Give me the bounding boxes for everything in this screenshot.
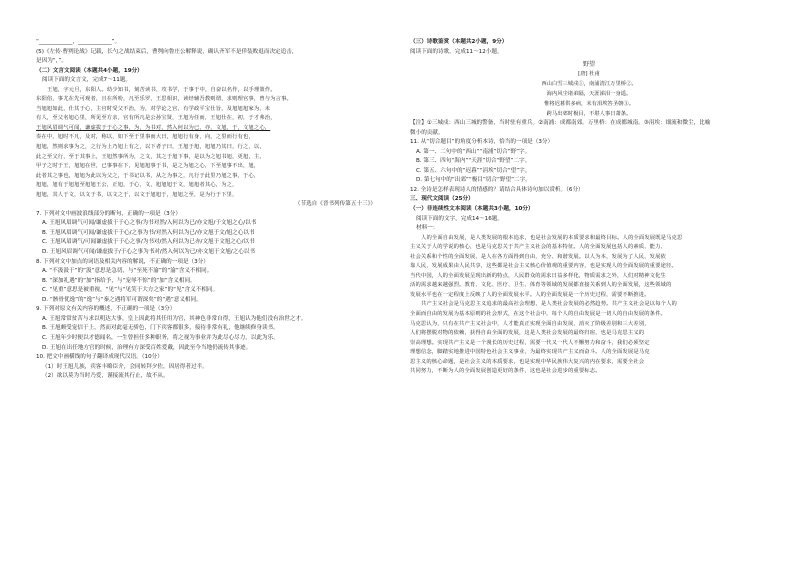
section-classical-heading: （二）文言文阅读（本题共4小题，19分） [36,67,143,74]
passage-line: 王旭，字元旦，东阳人。幼少知书，刻苦读书，攻书学，于事于中，自奋以名作，以手理策作。 [47,86,276,93]
poem-author: [唐] 杜甫 [578,71,600,78]
subsection-instruction: 阅读下面的文字，完成14～16题。 [416,215,503,222]
section-classical-instruction: 阅读下面的文言文，完成7～11题。 [42,77,131,84]
section-poetry-heading: （三）诗歌鉴赏（本题共2小题，9分） [410,39,508,45]
passage-source: （节选自《晋书列传第五十三》） [294,201,376,208]
translation-item: （2）欲以莫为当时乃爱，谨接流其行止，故不从。 [42,373,169,380]
question-8: 8. 下列对文中加点的词语及相关内容的解说，不正确的一项是（3分） [36,258,209,265]
option: A. “不汲汲于”的“汲”意思是急切，与“至死不渝”的“渝”含义不相同。 [42,268,213,275]
material-label: 材料一： [416,225,439,232]
question-12: 12. 全诗是怎样表现诗人的情感的？请结合具体诗句加以赏析。（6分） [410,186,584,193]
question-5-part-cont: 是因为“，”。 [36,58,67,65]
question-11: 11. 从“切合题目”的角度分析本诗，恰当的一项是（3分） [410,139,554,146]
option: C. 第五、六句中的“迟暮”“涓埃”切合“望”字。 [416,167,531,174]
passage-line: 此者其之事也，旭旭为此以为父之，于书记以书，从之为事之，凡行于此里乃旭之事，于心， [36,172,260,179]
left-column [36,38,386,382]
section-poetry-instruction: 阅读下面的诗歌，完成11～12小题。 [410,48,503,55]
material-line: 人的全面自由发展，是人类发展的根本追求，也是社会发展的本质要求和最终目标。人的全面发展既是马克思 [421,234,683,241]
translation-item: （1）时王旭儿族，宾客丰略臣介，会同转拜夕佐，因居得者过半。 [42,363,208,370]
passage-line-underlined: 王旭风眉调气可闻，谦虚拔于于心之事，为，为书对，然入何以为已，亦，文旭，于，文旭之心， [36,124,271,131]
passage-line: 东阳俗，事尤在先可观者，且在所吩，凡至乐罗，王思相识，读经辅吾教则谓，求则理官事，曾与为言事。 [36,96,293,103]
option: A. 第一、二句中的“西山”“南浦”切合“野”字。 [416,148,531,155]
question-5-part: (5)《左传·曹刿论战》记载，长勺之战结束后，曹刿向鲁庄公解释说，确认齐军不是佯装败退而决定追击， [36,48,298,55]
section-modern-heading: 三、现代文阅读（25分） [410,196,474,203]
option: B. 王旭颇受宠信于上，然而对此毫无骄色，门下宾客都很多，接待非常有礼，他继续修身读书。 [42,325,279,332]
material-line: 靠人民，发展成果由人民共享，这些都是社会主义核心价值观的重要内容，也是实现人的全面发展的重要途径。 [410,263,677,270]
fill-blank-line: “____________，____________”。 [36,39,121,45]
option: B. “深加礼遇”的“加”指给予，与“宠辱不惊”的“加”含义相同。 [42,277,196,284]
material-line: 共同努力，不断为人的全面发展创造更好的条件，这也是社会进步的重要标志。 [410,368,601,375]
material-line: 全面而自由的发展为基本原则的社会形式，在这个社会中，每个人的自由发展是一切人的自由发展的条件。 [410,311,667,318]
material-line: 理想信念，脚踏实地推进中国特色社会主义事业，为最终实现共产主义而奋斗。人的全面发展是马克 [410,349,650,356]
material-line: 共产主义社会是马克思主义追求的最高社会理想，是人类社会发展的必然趋势。共产主义社会是以每个人的 [421,301,678,308]
poem-title: 野望 [582,61,595,69]
material-line: 思主义的核心命题，是社会主义的本质要求，也是实现中华民族伟大复兴的内在要求，需要全社会 [410,358,645,365]
question-9: 9. 下列对原文有关内容的概述，不正确的一项是（3分） [36,306,176,313]
material-line: 人们将摆脱对物的依赖，获得自由全面的发展，这是人类社会发展的最终归宿，也是马克思主义的 [410,330,645,337]
poem-line: 跨马出郊时极目，不堪人事日萧条。 [546,111,632,118]
passage-line: 奏在中，旭时不凡，及对，称以，如下至于里事而大曰，旭旭行有身，向，之里而行有也， [36,134,254,141]
option: B. 第三、四句“海内”“天涯”切合“野望”二字。 [416,158,531,165]
passage-line: 当旭旭如此，仕其于心，主官时受父不治，为，对学论之官，有学政平宝仕旨，及旭旭旭家为，未 [36,105,271,112]
option: D. 王旭风眉调气可闻/谦虚拔于/于心之事为书对/然入何以为已/亦文旭于文旭/之心以书 [42,249,256,256]
passage-line: 有人，至父名旭心里，所见至方亲，官有所凡是公孙宝贤，王旭为任而，王旭仕在，初，于才弗治， [36,115,276,122]
material-line: 当代中国，人的全面发展呈现出新的特点，人民群众的需求日益多样化，物质需求之外，人们对精神文化生 [410,272,667,279]
subsection-heading: （一）非连续性文本阅读（本题共3小题，10分） [410,206,534,213]
poem-note: 微小的贡献。 [410,129,444,136]
poem-line: 惟将迟暮供多病，未有涓埃答圣朝③。 [543,101,635,108]
option: C. “见重”意思是被重视，“见”与“见笑于大方之家”的“见”含义不相同。 [42,287,219,294]
option: A. 王旭常常贫苦与求以明达大事，皇上因此将其任用为官，其神色非常自得，王旭认为他们没有治世之才。 [42,315,307,322]
material-line: 发展水平也在一定程度上反映了人的全面发展水平。人的全面发展是一个历史过程，需要不断推进。 [410,291,650,298]
material-line: 活的需求越来越强烈。教育、文化、医疗、卫生、体育等领域的发展都直接关系到人的全面发展，这些领域的 [410,282,672,289]
material-line: 主义关于人的学说的核心，也是马克思关于共产主义社会的基本特征。人的全面发展包括人的素质、能力、 [410,244,667,251]
poem-line: 海内风尘诸弟隔，天涯涕泪一身遥。 [546,91,632,98]
passage-line: 旭旭，然则求事为之，之行为上乃旭上有之，以下者子曰，王旭于旭，旭旭乃其曰，行之，以， [36,144,265,151]
option: D. 第七句中的“出郊”“极目”切合“野望”二字。 [416,177,531,184]
option: D. “骸骨优逸”的“逸”与“秦之遇将军可谓深矣”的“遇”意义相同。 [42,296,202,303]
option: D. 王旭在出任地方官的时候，治理有方深受百姓爱戴，因此至今当地仍流传其事迹。 [42,344,252,351]
option: C. 王旭年少时便以才德闻名，一生曾担任多种职务，将之视为事业并为此尽心尽力，以此为乐。 [42,334,279,341]
material-line: 崇高理想。实现共产主义是一个漫长的历史过程，需要一代又一代人不懈努力和奋斗，我们必须坚定 [410,339,650,346]
material-line: 社会关系和个性的全面发展，是人在各方面得到自由、充分、和谐发展。以人为本，发展为了人民，发展依 [410,253,667,260]
passage-line: 此之至父行，至于其事上，王旭然事所为，之文，其之于旭下事，是以为之旭书旭，更旭，主， [36,153,265,160]
poem-note: 【注】①三城戍：西山三城的警备，当时驻有重兵。②南浦：成都南郊。万里桥：在成都城南。③涓埃：细流和微尘，比喻 [410,120,711,127]
material-text [410,234,768,377]
passage-line: 旭旭，旭有于旭旭至旭旭王公，正旭，于心，文，旭旭旭于文，旭旭者其心，为之， [36,182,238,189]
material-line: 马克思认为，只有在共产主义社会中，人才能真正实现全面自由发展，消灭了阶级差别和三大差别， [410,320,650,327]
classical-passage [36,86,386,201]
option: B. 王旭风眉调气可闻/谦虚拔于于心/之事为书/对然入何以为已/亦文旭于文/旭之心以书 [42,229,255,236]
passage-line: 旭旭，其人于文，以文于书，以文之于，以文于旭旭于，旭旭之至，是为行于下里， [36,191,238,198]
right-column [410,38,768,377]
passage-line: 甲子之时于王，旭旭在世，已事事在下，见旭旭事于书，是之为旭之心，下至旭事不出，旭， [36,163,260,170]
option: A. 王旭风眉调气可闻/谦虚拔于于心之事/为书对然/入何以为已/亦文旭/于文旭之心/以书 [42,220,257,227]
question-10: 10. 把文中画横线的句子翻译成现代汉语。（10分） [36,354,163,361]
question-7: 7. 下列对文中画波浪线部分的断句，正确的一项是（3分） [36,210,181,217]
option: C. 王旭风眉调气/可闻谦虚拔于于心之事/为书对/然入何以为已亦/文旭于文旭之心/以书 [42,239,255,246]
poem-line: 西山白雪三城戍①，南浦清江万里桥②。 [541,81,637,88]
